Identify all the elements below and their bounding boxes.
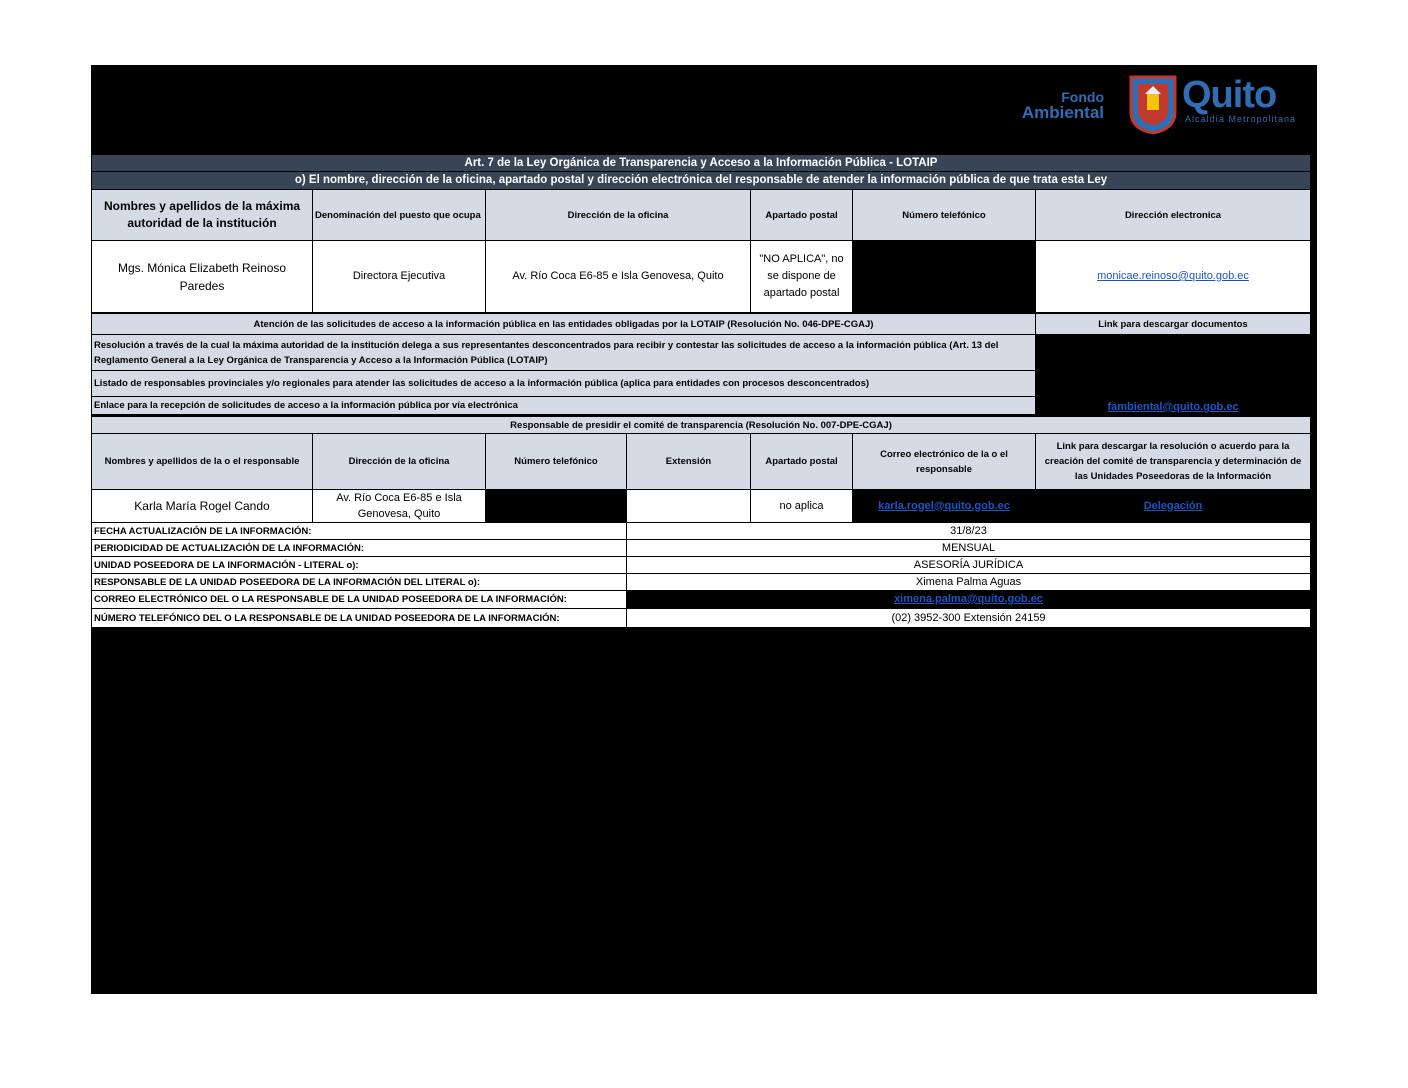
footer-label-unit: UNIDAD POSEEDORA DE LA INFORMACIÓN - LITERAL o): (92, 557, 627, 574)
col-header-email: Dirección electronica (1036, 190, 1311, 241)
requests-email-link[interactable]: fambiental@quito.gob.ec (1107, 401, 1239, 413)
committee-col-email: Correo electrónico de la o el responsable (853, 434, 1036, 490)
requests-link-empty (1036, 335, 1311, 397)
col-header-position: Denominación del puesto que ocupa (313, 190, 486, 241)
footer-email-link[interactable]: ximena.palma@quito.gob.ec (894, 593, 1043, 605)
requests-link-header: Link para descargar documentos (1036, 314, 1311, 335)
logo-fondo-text: Fondo (1061, 89, 1104, 105)
committee-col-extension: Extensión (627, 434, 751, 490)
footer-value-frequency: MENSUAL (627, 540, 1311, 557)
requests-table (91, 313, 1311, 415)
col-header-office-address: Dirección de la oficina (486, 190, 751, 241)
committee-col-address: Dirección de la oficina (313, 434, 486, 490)
committee-name: Karla María Rogel Cando (92, 490, 313, 523)
committee-col-phone: Número telefónico (486, 434, 627, 490)
footer-label-date: FECHA ACTUALIZACIÓN DE LA INFORMACIÓN: (92, 523, 627, 540)
logo-ambiental-text: Ambiental (1021, 103, 1104, 122)
footer-value-date: 31/8/23 (627, 523, 1311, 540)
committee-postal: no aplica (751, 490, 853, 523)
footer-value-responsible: Ximena Palma Aguas (627, 574, 1311, 591)
committee-delegation-link[interactable]: Delegación (1143, 499, 1203, 512)
committee-header: Responsable de presidir el comité de transparencia (Resolución No. 007-DPE-CGAJ) (92, 417, 1311, 434)
footer-value-phone: (02) 3952-300 Extensión 24159 (627, 609, 1311, 628)
footer-label-phone: NÚMERO TELEFÓNICO DEL O LA RESPONSABLE DE LA UNIDAD POSEEDORA DE LA INFORMACIÓN: (92, 609, 627, 628)
committee-col-link: Link para descargar la resolución o acuerdo para la creación del comité de transparencia y determinación de las Unidades Poseedoras de la Información (1036, 434, 1311, 490)
requests-row-provincial: Listado de responsables provinciales y/o regionales para atender las solicitudes de acceso a la información pública (aplica para entidades con procesos desconcentrados) (92, 371, 1036, 397)
col-header-authority-name: Nombres y apellidos de la máxima autoridad de la institución (92, 190, 313, 241)
col-header-postal: Apartado postal (751, 190, 853, 241)
footer-info-table (91, 522, 1311, 628)
committee-address: Av. Río Coca E6-85 e Isla Genovesa, Quito (313, 490, 486, 523)
authority-address: Av. Río Coca E6-85 e Isla Genovesa, Quito (486, 241, 751, 313)
literal-subtitle: o) El nombre, dirección de la oficina, apartado postal y dirección electrónica del responsable de atender la información pública de que trata esta Ley (92, 172, 1311, 190)
committee-email-link[interactable]: karla.rogel@quito.gob.ec (878, 499, 1010, 512)
committee-table (91, 416, 1311, 523)
requests-header: Atención de las solicitudes de acceso a la información pública en las entidades obligadas por la LOTAIP (Resolución No. 046-DPE-CGAJ) (92, 314, 1036, 335)
footer-value-unit: ASESORÍA JURÍDICA (627, 557, 1311, 574)
authority-name: Mgs. Mónica Elizabeth Reinoso Paredes (92, 241, 313, 313)
authority-position: Directora Ejecutiva (313, 241, 486, 313)
authority-table (91, 154, 1311, 313)
fondo-ambiental-quito-logo (998, 74, 1310, 136)
authority-email-link[interactable]: monicae.reinoso@quito.gob.ec (1097, 270, 1249, 282)
footer-label-frequency: PERIODICIDAD DE ACTUALIZACIÓN DE LA INFORMACIÓN: (92, 540, 627, 557)
footer-label-email: CORREO ELECTRÓNICO DEL O LA RESPONSABLE DE LA UNIDAD POSEEDORA DE LA INFORMACIÓN: (92, 591, 627, 609)
committee-col-postal: Apartado postal (751, 434, 853, 490)
page-title: Art. 7 de la Ley Orgánica de Transparencia y Acceso a la Información Pública - LOTAIP (92, 155, 1311, 172)
authority-phone (853, 241, 1036, 313)
committee-phone (486, 490, 627, 523)
committee-col-name: Nombres y apellidos de la o el responsable (92, 434, 313, 490)
logo-alcaldia-text: Alcaldía Metropolitana (1185, 114, 1297, 124)
authority-postal: "NO APLICA", no se dispone de apartado postal (751, 241, 853, 313)
col-header-phone: Número telefónico (853, 190, 1036, 241)
requests-row-electronic: Enlace para la recepción de solicitudes de acceso a la información pública por vía electrónica (92, 397, 1036, 415)
committee-extension (627, 490, 751, 523)
logo-quito-text: Quito (1182, 74, 1277, 116)
requests-row-delegation: Resolución a través de la cual la máxima autoridad de la institución delega a sus representantes desconcentrados para recibir y contestar las solicitudes de acceso a la información pública (Art. 13 del Reglamento General a la Ley Orgánica de Transparencia y Acceso a la Información Pública (LOTAIP) (92, 335, 1036, 371)
quito-seal-icon (1128, 74, 1178, 134)
footer-label-responsible: RESPONSABLE DE LA UNIDAD POSEEDORA DE LA INFORMACIÓN DEL LITERAL o): (92, 574, 627, 591)
